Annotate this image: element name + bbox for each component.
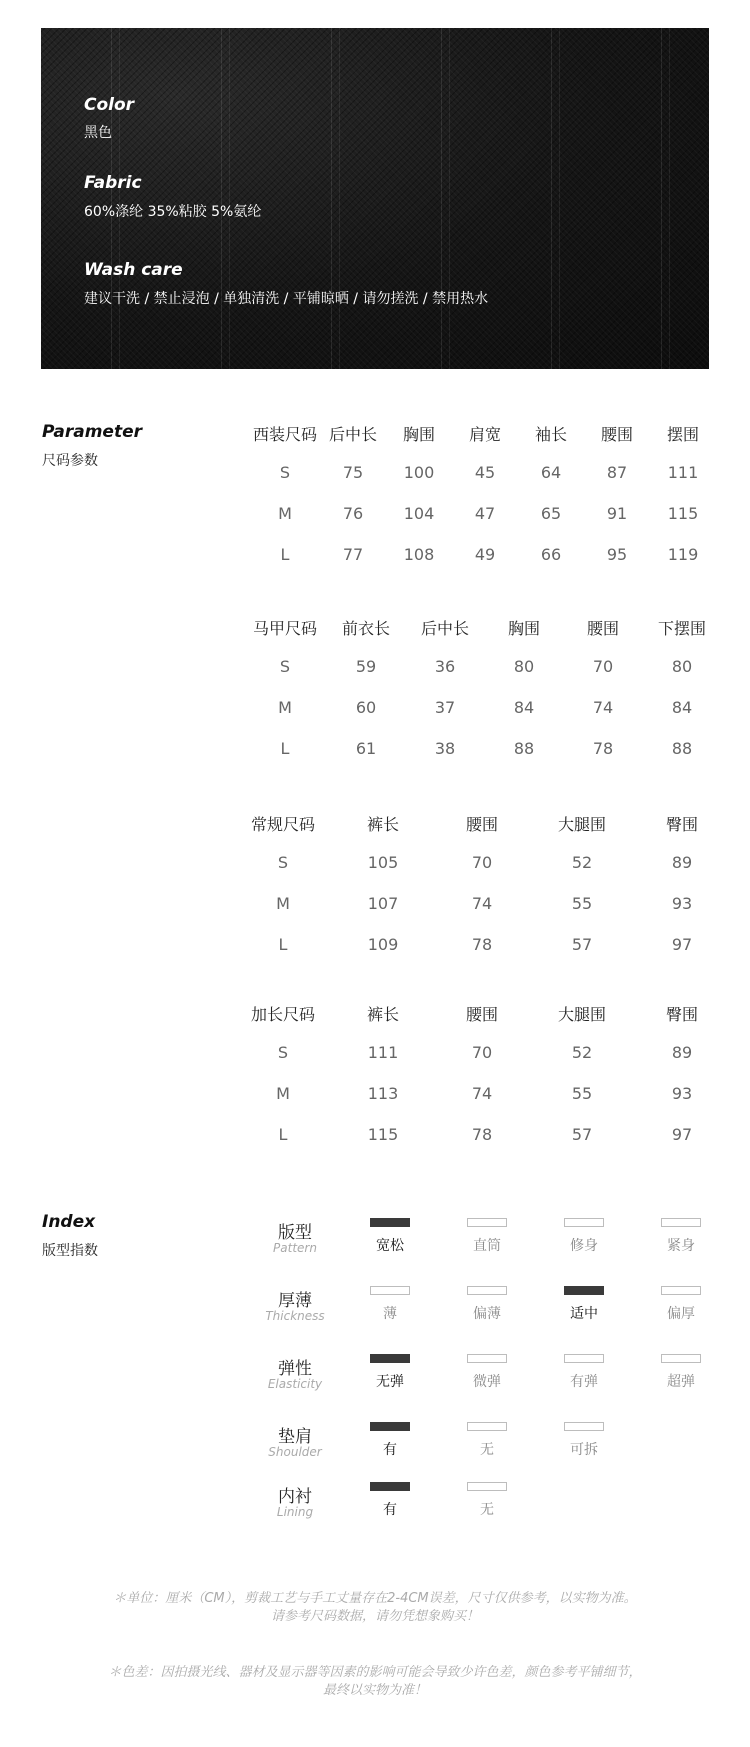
index-row-english: Lining: [276, 1505, 314, 1519]
index-option: [651, 1354, 711, 1391]
index-row-english: Pattern: [273, 1241, 317, 1255]
table-cell: 84: [671, 698, 693, 717]
table-cell: 80: [513, 657, 535, 676]
column-header: 前衣长: [341, 619, 391, 638]
table-cell: 70: [471, 853, 493, 872]
parameter-subtitle: 尺码参数: [42, 453, 98, 469]
column-header: 裤长: [366, 815, 400, 834]
index-bar: [467, 1422, 507, 1431]
index-bar-selected: [370, 1482, 410, 1491]
index-row: [245, 1286, 709, 1346]
parameter-title: Parameter: [42, 422, 142, 442]
index-row-english: Elasticity: [267, 1377, 323, 1391]
table-cell: L: [280, 545, 290, 564]
index-option-label: 宽松: [376, 1238, 404, 1254]
table-row: [245, 545, 709, 586]
table-cell: S: [279, 657, 291, 676]
table-row: [245, 1125, 709, 1166]
table-row: [245, 504, 709, 545]
table-cell: 89: [671, 853, 693, 872]
column-header: 后中长: [328, 425, 378, 444]
table-cell: 38: [434, 739, 456, 758]
column-header: 臀围: [665, 1005, 699, 1024]
table-row: [245, 894, 709, 935]
table-cell: 93: [671, 894, 693, 913]
table-cell: 78: [471, 935, 493, 954]
table-cell: 95: [606, 545, 628, 564]
table-cell: 74: [471, 1084, 493, 1103]
index-bar: [370, 1286, 410, 1295]
table-cell: 109: [367, 935, 399, 954]
column-header: 摆围: [666, 425, 700, 444]
index-option: [554, 1218, 614, 1255]
table-cell: 91: [606, 504, 628, 523]
table-cell: 55: [571, 1084, 593, 1103]
index-row-name: 内衬: [278, 1487, 312, 1507]
table-row: [245, 657, 709, 698]
fabric-info-panel: [41, 28, 709, 369]
size-table-header: [245, 1002, 709, 1043]
index-option-label: 无: [480, 1442, 494, 1458]
table-cell: 49: [474, 545, 496, 564]
column-header: 袖长: [534, 425, 568, 444]
table-cell: 66: [540, 545, 562, 564]
column-header: 腰围: [465, 815, 499, 834]
column-header: 胸围: [507, 619, 541, 638]
index-bar: [661, 1218, 701, 1227]
index-row: [245, 1354, 709, 1414]
table-cell: 105: [367, 853, 399, 872]
table-cell: S: [277, 853, 289, 872]
table-cell: 107: [367, 894, 399, 913]
table-cell: 52: [571, 1043, 593, 1062]
column-header: 腰围: [600, 425, 634, 444]
wash-care-value: 建议干洗 / 禁止浸泡 / 单独清洗 / 平铺晾晒 / 请勿搓洗 / 禁用热水: [84, 291, 489, 307]
size-table: [245, 1002, 709, 1166]
table-cell: 52: [571, 853, 593, 872]
table-cell: 111: [667, 463, 699, 482]
column-header: 马甲尺码: [252, 619, 318, 638]
size-table: [245, 812, 709, 976]
index-option-label: 紧身: [667, 1238, 695, 1254]
index-option-label: 无弹: [376, 1374, 404, 1390]
table-cell: 45: [474, 463, 496, 482]
wash-care-label: Wash care: [84, 260, 183, 280]
column-header: 大腿围: [557, 815, 607, 834]
table-cell: 108: [403, 545, 435, 564]
index-option: [360, 1286, 420, 1323]
index-option: [360, 1482, 420, 1519]
index-bar-selected: [564, 1286, 604, 1295]
table-cell: 84: [513, 698, 535, 717]
unit-note-line1: ＊单位：厘米（CM），剪裁工艺与手工丈量存在2-4CM误差，尺寸仅供参考，以实物为准。: [113, 1591, 637, 1606]
table-cell: 75: [342, 463, 364, 482]
table-cell: L: [280, 739, 290, 758]
color-note: [0, 1664, 750, 1700]
index-bar: [661, 1286, 701, 1295]
table-cell: 80: [671, 657, 693, 676]
index-option: [457, 1482, 517, 1519]
index-option: [651, 1218, 711, 1255]
size-table-header: [245, 812, 709, 853]
table-cell: 104: [403, 504, 435, 523]
fabric-value: 60%涤纶 35%粘胶 5%氨纶: [84, 204, 262, 220]
table-cell: 115: [367, 1125, 399, 1144]
index-option: [457, 1286, 517, 1323]
index-option-label: 适中: [570, 1306, 598, 1322]
column-header: 加长尺码: [250, 1005, 316, 1024]
table-row: [245, 698, 709, 739]
table-cell: 115: [667, 504, 699, 523]
table-cell: M: [276, 894, 290, 913]
table-cell: 36: [434, 657, 456, 676]
table-cell: L: [278, 1125, 288, 1144]
index-option: [457, 1218, 517, 1255]
table-cell: M: [276, 1084, 290, 1103]
index-option-label: 偏厚: [667, 1306, 695, 1322]
index-bar: [467, 1286, 507, 1295]
table-cell: 100: [403, 463, 435, 482]
index-subtitle: 版型指数: [42, 1243, 98, 1259]
index-option-label: 偏薄: [473, 1306, 501, 1322]
index-option-label: 微弹: [473, 1374, 501, 1390]
index-title: Index: [42, 1212, 96, 1232]
table-cell: 70: [471, 1043, 493, 1062]
table-row: [245, 463, 709, 504]
table-row: [245, 853, 709, 894]
table-cell: 65: [540, 504, 562, 523]
column-header: 下摆围: [657, 619, 707, 638]
index-row: [245, 1218, 709, 1278]
index-row-name: 厚薄: [278, 1291, 312, 1311]
table-cell: 119: [667, 545, 699, 564]
index-option: [360, 1218, 420, 1255]
table-cell: S: [277, 1043, 289, 1062]
index-option-label: 直筒: [473, 1238, 501, 1254]
index-option-label: 修身: [570, 1238, 598, 1254]
index-row-name: 垫肩: [278, 1427, 312, 1447]
table-cell: S: [279, 463, 291, 482]
table-row: [245, 1043, 709, 1084]
table-cell: 97: [671, 935, 693, 954]
column-header: 大腿围: [557, 1005, 607, 1024]
index-option: [554, 1422, 614, 1459]
table-cell: 97: [671, 1125, 693, 1144]
table-cell: 55: [571, 894, 593, 913]
size-table: [245, 616, 709, 780]
table-cell: 64: [540, 463, 562, 482]
index-option-label: 有: [383, 1502, 397, 1518]
table-cell: 78: [592, 739, 614, 758]
color-label: Color: [84, 95, 135, 115]
table-cell: 113: [367, 1084, 399, 1103]
table-cell: 88: [513, 739, 535, 758]
table-cell: 77: [342, 545, 364, 564]
color-value: 黑色: [84, 125, 112, 141]
table-cell: 57: [571, 935, 593, 954]
column-header: 裤长: [366, 1005, 400, 1024]
unit-note-line2: 请参考尺码数据，请勿凭想象购买！: [270, 1609, 479, 1624]
table-cell: 78: [471, 1125, 493, 1144]
table-cell: 60: [355, 698, 377, 717]
table-cell: L: [278, 935, 288, 954]
table-row: [245, 739, 709, 780]
index-bar: [467, 1218, 507, 1227]
index-option-label: 无: [480, 1502, 494, 1518]
table-cell: 61: [355, 739, 377, 758]
size-table: [245, 422, 709, 586]
column-header: 常规尺码: [250, 815, 316, 834]
table-cell: 37: [434, 698, 456, 717]
index-bar: [467, 1354, 507, 1363]
table-row: [245, 935, 709, 976]
column-header: 腰围: [465, 1005, 499, 1024]
table-cell: 47: [474, 504, 496, 523]
index-row-name: 弹性: [278, 1359, 312, 1379]
table-cell: 70: [592, 657, 614, 676]
index-option: [457, 1354, 517, 1391]
table-row: [245, 1084, 709, 1125]
size-table-header: [245, 422, 709, 463]
index-bar: [467, 1482, 507, 1491]
index-option-label: 薄: [383, 1306, 397, 1322]
index-option: [554, 1354, 614, 1391]
index-option-label: 超弹: [667, 1374, 695, 1390]
column-header: 西装尺码: [252, 425, 318, 444]
index-option-label: 有弹: [570, 1374, 598, 1390]
column-header: 胸围: [402, 425, 436, 444]
index-option: [651, 1286, 711, 1323]
index-bar: [661, 1354, 701, 1363]
index-option: [457, 1422, 517, 1459]
table-cell: 59: [355, 657, 377, 676]
table-cell: 87: [606, 463, 628, 482]
table-cell: 74: [592, 698, 614, 717]
index-row-english: Shoulder: [268, 1445, 322, 1459]
unit-note: [0, 1590, 750, 1626]
fabric-label: Fabric: [84, 173, 142, 193]
column-header: 后中长: [420, 619, 470, 638]
table-cell: 93: [671, 1084, 693, 1103]
index-bar-selected: [370, 1422, 410, 1431]
table-cell: 74: [471, 894, 493, 913]
index-option: [360, 1354, 420, 1391]
index-option-label: 可拆: [570, 1442, 598, 1458]
table-cell: 111: [367, 1043, 399, 1062]
color-note-line1: ＊色差：因拍摄光线、器材及显示器等因素的影响可能会导致少许色差，颜色参考平铺细节，: [108, 1665, 642, 1680]
column-header: 腰围: [586, 619, 620, 638]
index-row: [245, 1422, 709, 1482]
index-row-english: Thickness: [265, 1309, 325, 1323]
table-cell: M: [278, 698, 292, 717]
index-option: [554, 1286, 614, 1323]
index-bar: [564, 1422, 604, 1431]
index-bar-selected: [370, 1354, 410, 1363]
column-header: 臀围: [665, 815, 699, 834]
table-cell: 76: [342, 504, 364, 523]
index-row-name: 版型: [278, 1223, 312, 1243]
table-cell: 88: [671, 739, 693, 758]
size-table-header: [245, 616, 709, 657]
table-cell: 89: [671, 1043, 693, 1062]
index-option: [360, 1422, 420, 1459]
table-cell: M: [278, 504, 292, 523]
index-bar-selected: [370, 1218, 410, 1227]
table-cell: 57: [571, 1125, 593, 1144]
index-row: [245, 1482, 709, 1542]
column-header: 肩宽: [468, 425, 502, 444]
index-bar: [564, 1218, 604, 1227]
index-bar: [564, 1354, 604, 1363]
index-option-label: 有: [383, 1442, 397, 1458]
color-note-line2: 最终以实物为准！: [322, 1683, 427, 1698]
